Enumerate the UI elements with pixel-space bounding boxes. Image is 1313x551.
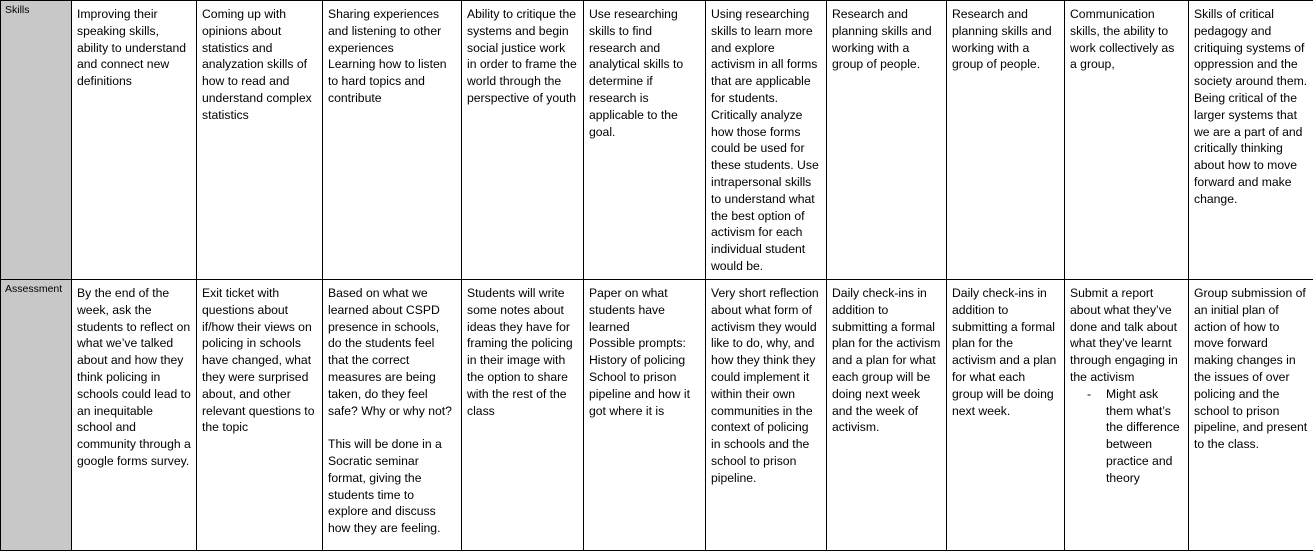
sub-bullet-list [1070, 386, 1183, 487]
row-label-assessment: Assessment [1, 280, 72, 551]
skills-cell-10: Skills of critical pedagogy and critiquing systems of oppression and the society around them. Being critical of the larger systems that we are a part of and critically thinking about how to move forward and make change. [1189, 1, 1313, 280]
assessment-cell-8: Daily check-ins in addition to submitting a formal plan for the activism and a plan for what each group will be doing next week. [947, 280, 1065, 551]
assessment-cell-1: By the end of the week, ask the students to reflect on what we’ve talked about and how they think policing in schools could lead to an inequitable school and community through a google forms survey. [72, 280, 197, 551]
assessment-cell-3 [323, 280, 462, 551]
assessment-cell-7: Daily check-ins in addition to submitting a formal plan for the activism and a plan for what each group will be doing next week and the week of activism. [827, 280, 947, 551]
skills-cell-3-text: Sharing experiences and listening to other experiences [328, 6, 456, 56]
skills-cell-7: Research and planning skills and working with a group of people. [827, 1, 947, 280]
skills-cell-6-line2: Critically analyze how those forms could be used for these students. Use intrapersonal skills to understand what the best option of activism for each individual student would be. [711, 107, 821, 275]
table-row-skills [1, 1, 1313, 280]
prompt-item-2: School to prison pipeline and how it got where it is [589, 369, 700, 419]
prompts-heading: Possible prompts: [589, 335, 700, 352]
skills-cell-3-line2: Learning how to listen to hard topics and contribute [328, 56, 456, 106]
skills-cell-8: Research and planning skills and working with a group of people. [947, 1, 1065, 280]
assessment-cell-4: Students will write some notes about ideas they have for framing the policing in their image with the option to share with the rest of the class [462, 280, 584, 551]
skills-cell-9: Communication skills, the ability to work collectively as a group, [1065, 1, 1189, 280]
assessment-cell-5 [584, 280, 706, 551]
bullet-dash: - [1087, 386, 1091, 403]
assessment-cell-9-text: Submit a report about what they’ve done and talk about what they’ve learnt through engaging in the activism [1070, 285, 1183, 386]
assessment-cell-5-text: Paper on what students have learned [589, 285, 700, 335]
skills-cell-5: Use researching skills to find research and analytical skills to determine if research is applicable to the goal. [584, 1, 706, 280]
prompt-item-1: History of policing [589, 352, 700, 369]
sub-bullet-item [1087, 386, 1183, 487]
row-label-skills: Skills [1, 1, 72, 280]
table-row-assessment [1, 280, 1313, 551]
skills-cell-6 [706, 1, 827, 280]
assessment-cell-2: Exit ticket with questions about if/how their views on policing in schools have changed, what they were surprised about, and other relevant questions to the topic [197, 280, 323, 551]
skills-cell-6-text: Using researching skills to learn more and explore activism in all forms that are applicable for students. [711, 6, 821, 107]
assessment-cell-6: Very short reflection about what form of activism they would like to do, why, and how they think they could implement it within their own communities in the context of policing in schools and the school to prison pipeline. [706, 280, 827, 551]
sub-bullet-text: Might ask them what’s the difference between practice and theory [1106, 387, 1180, 485]
skills-cell-3 [323, 1, 462, 280]
assessment-cell-9 [1065, 280, 1189, 551]
skills-cell-2: Coming up with opinions about statistics and analyzation skills of how to read and understand complex statistics [197, 1, 323, 280]
assessment-cell-3-para2: This will be done in a Socratic seminar format, giving the students time to explore and discuss how they are feeling. [328, 436, 456, 537]
paragraph-gap [328, 419, 456, 436]
assessment-cell-10: Group submission of an initial plan of action of how to move forward making changes in the issues of over policing and the school to prison pipeline, and present to the class. [1189, 280, 1313, 551]
assessment-cell-3-text: Based on what we learned about CSPD presence in schools, do the students feel that the correct measures are being taken, do they feel safe? Why or why not? [328, 285, 456, 419]
skills-cell-4: Ability to critique the systems and begin social justice work in order to frame the world through the perspective of youth [462, 1, 584, 280]
skills-cell-1: Improving their speaking skills, ability to understand and connect new definitions [72, 1, 197, 280]
